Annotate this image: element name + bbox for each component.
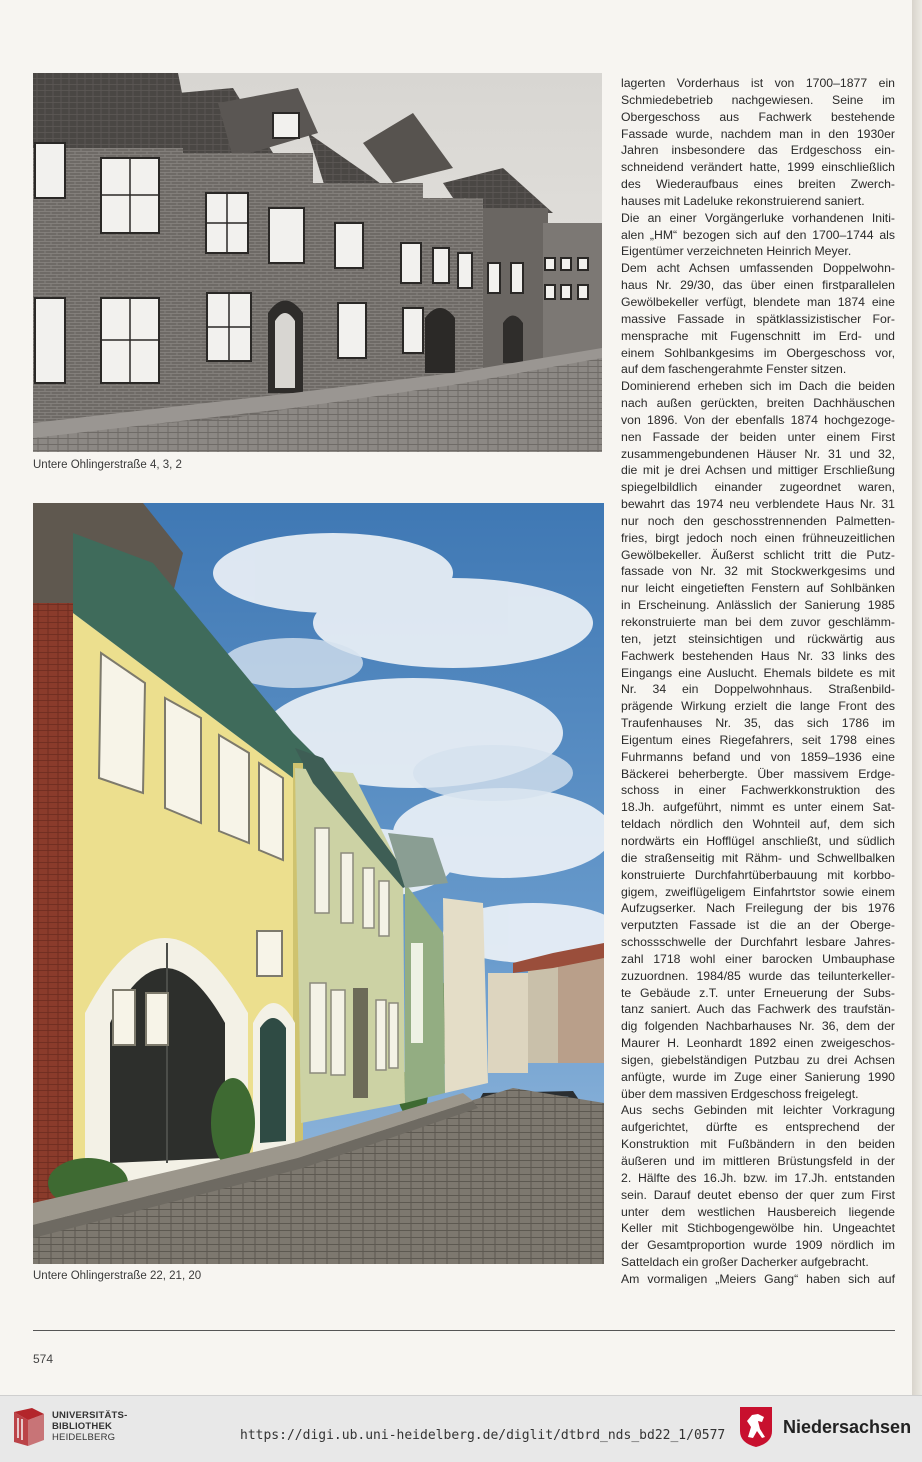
street-photo-color (33, 503, 604, 1264)
text-line: fassade von Nr. 32 mit Stockwerkgesims und (621, 564, 895, 579)
text-line: Fachwerk bestehenden Haus Nr. 33 links des (621, 648, 895, 663)
text-line: über dem massiven Erdgeschoss freigelegt. (621, 1086, 859, 1101)
text-line: die straßenseitig mit Rähm- und Schwellbalken (621, 850, 895, 865)
permalink-url[interactable]: https://digi.ub.uni-heidelberg.de/diglit/dtbrd_nds_bd22_1/0577 (240, 1428, 726, 1443)
text-line: massive Fassade in spätklassizistischer For- (621, 311, 895, 326)
text-line: auf dem faschengerahmte Fenster sitzen. (621, 362, 847, 377)
text-line: Eigentum eines Riegefahrers, seit 1798 eines (621, 732, 895, 747)
text-line: prägende Wirkung erzielt die lange Front des (621, 699, 895, 714)
text-line: Fassade wurde, nachdem man in den 1930er (621, 126, 895, 141)
text-line: des Wiederaufbaus eines breiten Zwerch- (621, 177, 895, 192)
text-line: fries, birgt jedoch noch einen frühneuzeitlichen (621, 530, 895, 545)
text-line: rekonstruierte man bei dem zuvor geschlämm- (621, 615, 895, 629)
street-photo-bw (33, 73, 602, 452)
text-line: Konstruktion mit Fußbändern in den beiden (621, 1137, 895, 1152)
photo-caption-2: Untere Ohlingerstraße 22, 21, 20 (33, 1270, 202, 1282)
text-line: te Gebäude z.T. unter Erneuerung der Subs- (621, 985, 895, 1000)
ub-heidelberg-logo-icon[interactable] (10, 1406, 48, 1448)
text-line: nur noch den geschosstrennenden Palmetten- (621, 513, 895, 528)
text-line: Dem acht Achsen umfassenden Doppelwohn- (621, 261, 895, 276)
photo-untere-ohlingerstrasse-22-21-20 (33, 503, 604, 1264)
text-line: nordwärts ein Hofflügel anschließt, und südlich (621, 833, 895, 848)
text-line: zusammengebundenen Häuser Nr. 31 und 32, (621, 446, 895, 461)
text-line: Schmiedebetrieb nachgewiesen. Seine im (621, 92, 895, 107)
library-line-3: HEIDELBERG (52, 1432, 116, 1443)
text-line: konstruierte Durchfahrtüberbauung mit korbbo- (621, 867, 895, 882)
text-line: Gewölbekeller. Äußerst schlicht tritt die Putz- (621, 547, 895, 562)
text-line: teldach nördlich den Wohnteil auf, dem sich (621, 817, 895, 832)
text-line: aufgerichtet, dürfte es entsprechend der (621, 1120, 895, 1135)
ub-heidelberg-wordmark[interactable] (52, 1410, 127, 1443)
text-line: dig folgenden Nachbarhauses Nr. 36, dem der (621, 1019, 895, 1034)
text-line: unter dem westlichen Hausbereich liegende (621, 1204, 895, 1219)
library-line-2: BIBLIOTHEK (52, 1421, 113, 1432)
text-line: mensprache mit Fugenschnitt im Erd- und (621, 328, 895, 343)
text-line: verputzten Fassade ist die an der Oberge- (621, 918, 895, 933)
text-line: spiegelbildlich einander zugeordnet waren, (621, 480, 895, 495)
text-line: haus Nr. 29/30, das über einen firstparallelen (621, 278, 895, 293)
text-line: Eingangs eine Auslucht. Ehemals bildete es mit (621, 665, 895, 680)
page-number: 574 (33, 1352, 54, 1366)
text-line: Eigentümer verzeichneten Heinrich Meyer. (621, 244, 852, 259)
text-line: nen Fassade der beiden unter einem First (621, 429, 895, 444)
niedersachsen-horse-icon[interactable] (738, 1405, 774, 1449)
text-line: Obergeschoss aus Fachwerk bestehende (621, 109, 895, 124)
article-text-column (621, 75, 895, 1315)
page-edge (912, 0, 922, 1395)
text-line: Nr. 34 ein Doppelwohnhaus. Straßenbild- (621, 682, 895, 697)
text-line: Am vormaligen „Meiers Gang“ haben sich auf (621, 1271, 895, 1286)
text-line: Maurer H. Leonhardt 1892 einen zweigeschos- (621, 1036, 895, 1051)
text-line: der Gesamtproportion wurde 1909 nördlich im (621, 1238, 895, 1253)
text-line: gigem, zweiflügeligem Einfahrtstor sowie einem (621, 884, 895, 899)
footer-rule (33, 1330, 895, 1331)
text-line: einem Sohlbankgesims im Obergeschoss vor, (621, 345, 895, 360)
text-line: schossschwelle der Durchfahrt lesbare Jahres- (621, 935, 895, 950)
text-line: Bäckerei beherbergte. Über massivem Erdge- (621, 766, 895, 781)
text-line: schneidend verändert hatte, 1999 einschließlich (621, 160, 895, 175)
text-line: Aufzugserker. Nach Freilegung der bis 1976 (621, 901, 895, 916)
text-line: sein. Darauf deutet ebenso der quer zum First (621, 1187, 895, 1202)
text-line: 2. Hälfte des 16.Jh. bzw. im 17.Jh. entstanden (621, 1170, 895, 1185)
text-line: tanz saniert. Auch das Fachwerk des traufstän- (621, 1002, 895, 1017)
text-line: ten, jetzt steinsichtigen und rückwärtig aus (621, 631, 895, 646)
text-line: Fuhrmanns befand und von 1859–1936 eine (621, 749, 895, 764)
text-line: Jahren insbesondere das Erdgeschoss ein- (621, 143, 895, 158)
text-line: Aus sechs Gebinden mit leichter Vorkragung (621, 1103, 895, 1118)
text-line: Traufenhauses Nr. 35, das sich 1786 im (621, 716, 895, 731)
photo-caption-1: Untere Ohlingerstraße 4, 3, 2 (33, 459, 182, 471)
text-line: anfügte, wurde im Zuge einer Sanierung 1990 (621, 1069, 895, 1084)
text-line: Dominierend erheben sich im Dach die beiden (621, 379, 895, 394)
text-line: zahl 1718 wohl einer barocken Umbauphase (621, 951, 895, 966)
text-line: äußeren und im mittleren Brüstungsfeld in der (621, 1154, 895, 1168)
text-line: hauses mit Ladeluke rekonstruierend saniert. (621, 193, 865, 208)
text-line: schoss in einer Fachwerkkonstruktion des (621, 783, 895, 798)
text-line: die mit je drei Achsen und mittiger Erschließung (621, 463, 895, 478)
text-line: nach außen gerückten, breiten Dachhäuschen (621, 396, 895, 411)
library-line-1: UNIVERSITÄTS- (52, 1410, 128, 1421)
text-line: sigen, giebelständigen Putzbau zu drei Achsen (621, 1052, 895, 1067)
niedersachsen-wordmark[interactable]: Niedersachsen (783, 1417, 912, 1437)
text-line: bewahrt das 1974 neu verblendete Haus Nr. 31 (621, 497, 895, 512)
text-line: in Erscheinung. Anlässlich der Sanierung 1985 (621, 598, 895, 613)
photo-untere-ohlingerstrasse-4-3-2 (33, 73, 602, 452)
text-line: 18.Jh. aufgeführt, nimmt es unter einem Sat- (621, 800, 895, 815)
text-line: zuzuordnen. 1984/85 wurde das teilunterkeller- (621, 968, 895, 983)
text-line: von 1896. Von der ebenfalls 1874 hochgezoge- (621, 412, 895, 427)
text-line: Gewölbekeller verfügt, blendete man 1874 eine (621, 294, 895, 309)
text-line: nur leicht eingetieften Fenstern auf Sohlbänken (621, 581, 895, 596)
text-line: Satteldach ein großer Dacherker aufgebracht. (621, 1255, 869, 1270)
text-line: alen „HM“ bezogen sich auf den 1700–1744 als (621, 227, 895, 242)
text-line: Die an einer Vorgängerluke vorhandenen Initi- (621, 210, 895, 225)
text-line: lagerten Vorderhaus ist von 1700–1877 ein (621, 76, 895, 90)
text-line: Keller mit Stichbogengewölbe hin. Ungeachtet (621, 1221, 895, 1236)
